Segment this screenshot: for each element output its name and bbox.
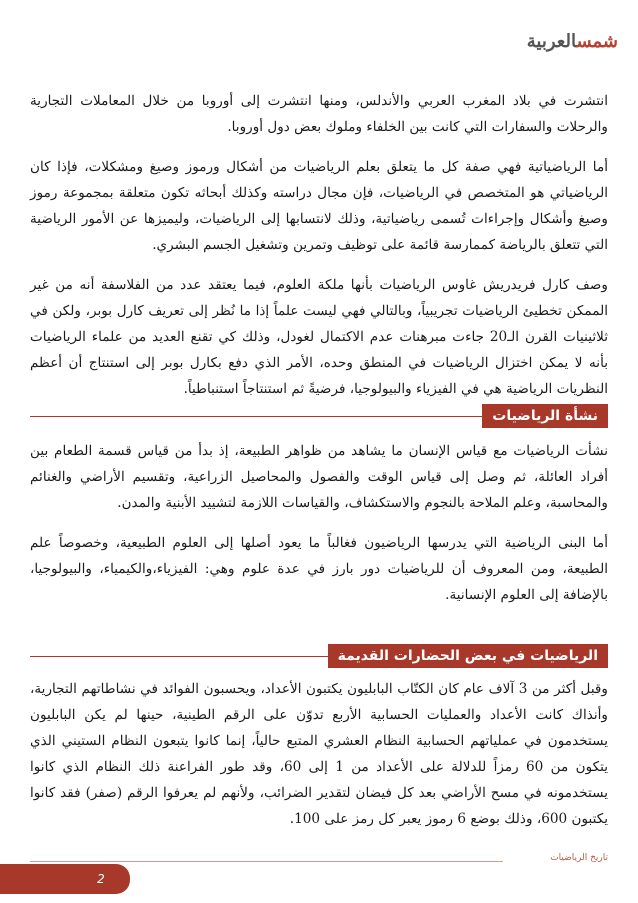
section-rule-2 bbox=[30, 656, 338, 657]
section1-text bbox=[30, 438, 608, 608]
section1-paragraph-1: نشأت الرياضيات مع قياس الإنسان ما يشاهد من ظواهر الطبيعة، إذ بدأ من قياس قسمة الطعام بين أفراد العائلة، ثم وصل إلى قياس الوقت والفصول والمحاصيل الزراعية، وتقسيم الأراضي والغنائم والمحاسبة، وعلم الملاحة بالنجوم والاستكشاف، والقياسات اللازمة لتشييد الأبنية والمدن. bbox=[30, 443, 608, 511]
section-heading-ancient: الرياضيات في بعض الحضارات القديمة bbox=[328, 644, 608, 668]
intro-paragraph-2: أما الرياضياتية فهي صفة كل ما يتعلق بعلم الرياضيات من أشكال ورموز وصيغ ومشكلات، فإذا كان الرياضياتي هو المتخصص في الرياضيات، فإن مجال دراسته وكذلك أبحاثه تكون متعلقة بمجموعة رموز وصيغ وأشكال وإجراءات تُسمى رياضياتية، وذلك لانتسابها إلى الرياضيات، وليميزها عن الأمور الرياضية التي تتعلق بالرياضة كممارسة قائمة على توظيف وتمرين وتشغيل الجسم البشري. bbox=[30, 159, 608, 253]
section2-text bbox=[30, 676, 608, 832]
intro-paragraph-3: وصف كارل فريدريش غاوس الرياضيات بأنها ملكة العلوم، فيما يعتقد عدد من الفلاسفة أنه من غير الممكن تخطيئ الرياضيات تجريبياً، وبالتالي فهي ليست علماً إذا ما نُظر إلى تعريف كارل بوبر، ولكن في ثلاثينيات القرن الـ20 جاءت مبرهنات عدم الاكتمال لغودل، وذلك كي تقنع العديد من علماء الرياضيات بأنه لا يمكن اختزال الرياضيات في المنطق وحده، الأمر الذي دفع بكارل بوبر إلى استنتاج أن أعظم النظريات الرياضية هي في الفيزياء والبيولوجيا، فرضيةً ثم استنتاجاً استنباطياً. bbox=[30, 277, 608, 397]
section-rule-1 bbox=[30, 416, 498, 417]
page-number: 2 bbox=[97, 872, 105, 886]
footer-rule bbox=[30, 861, 503, 862]
intro-text bbox=[30, 88, 608, 402]
section2-paragraph-1: وقبل أكثر من 3 آلاف عام كان الكتّاب البابليون يكتبون الأعداد، ويحسبون الفوائد في نشاطاتهم التجارية، وأنذاك كانت الأعداد والعمليات الحسابية الأربع تدوّن على الرقم الطينية، حينها لم يكن البابليون يستخدمون في عملياتهم الحسابية النظام العشري المتبع حالياً، إنما كانوا يتبعون النظام الستيني الذي يتكون من 60 رمزاً للدلالة على الأعداد من 1 إلى 60، وقد طور الفراعنة ذلك النظام الذي كانوا يستخدمونه في مسح الأراضي بعد كل فيضان لتقدير الضرائب، ولأنهم لم يعرفوا الرقم (صفر) فقد كانوا يكتبون 600، وذلك بوضع 6 رموز يعبر كل رمز على 100. bbox=[30, 681, 608, 827]
section1-paragraph-2: أما البنى الرياضية التي يدرسها الرياضيون فغالباً ما يعود أصلها إلى العلوم الطبيعية، وخصوصاً علم الطبيعة، ومن المعروف أن للرياضيات دور بارز في عدة علوم وهي: الفيزياء،والكيمياء، والبيولوجيا، بالإضافة إلى العلوم الإنسانية. bbox=[30, 535, 608, 603]
section-heading-origins: نشأة الرياضيات bbox=[482, 404, 608, 428]
site-logo: شمسالعربية bbox=[526, 31, 618, 52]
intro-paragraph-1: انتشرت في بلاد المغرب العربي والأندلس، ومنها انتشرت إلى أوروبا من خلال المعاملات التجارية والرحلات والسفارات التي كانت بين الخلفاء وملوك بعض دول أوروبا. bbox=[30, 93, 608, 135]
footer-title: تاريخ الرياضيات bbox=[550, 853, 608, 863]
